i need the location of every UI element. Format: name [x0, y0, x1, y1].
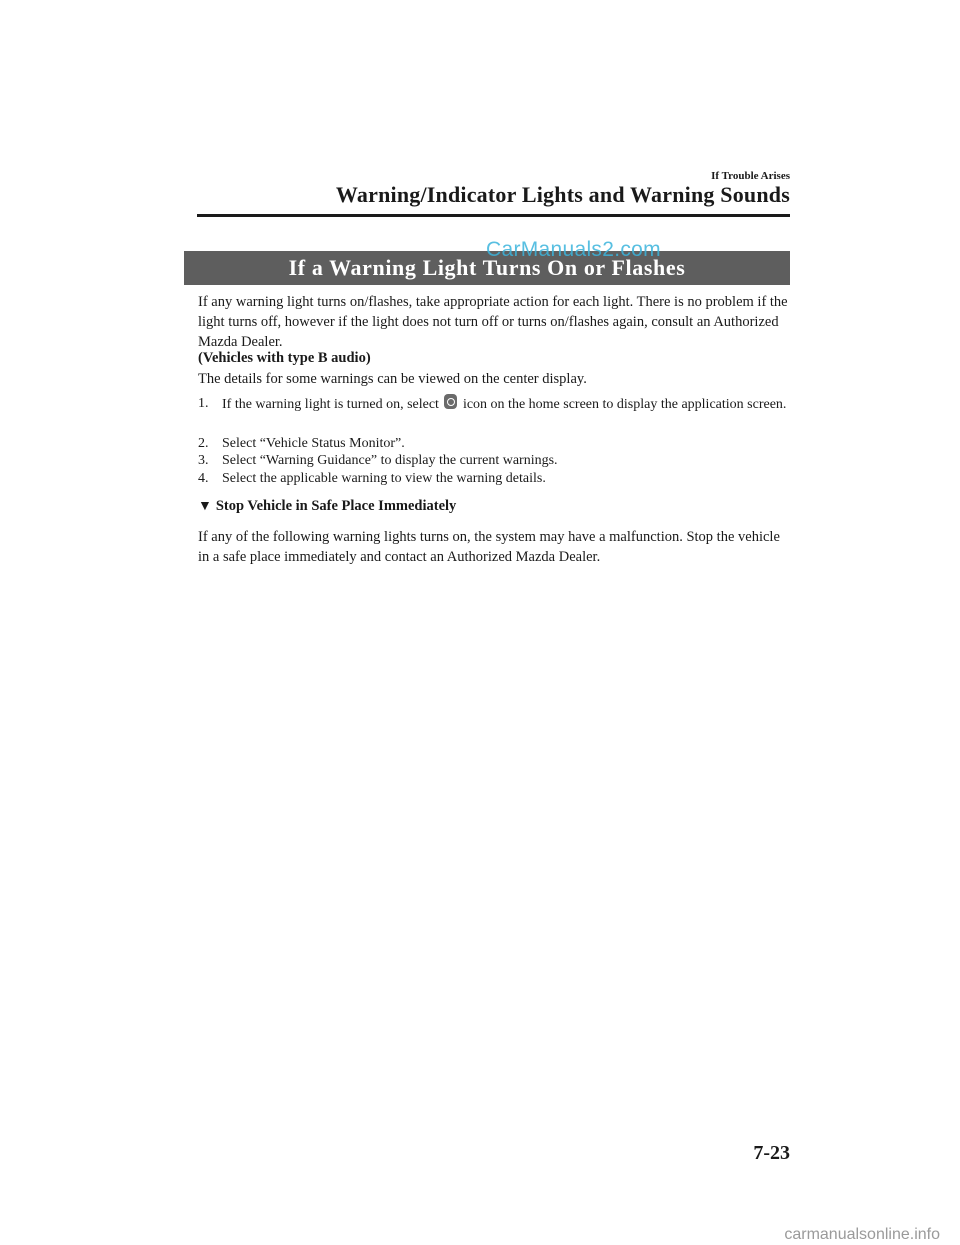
section-heading-text: Stop Vehicle in Safe Place Immediately: [215, 498, 457, 514]
triangle-marker-icon: ▼: [198, 499, 212, 514]
step-number: 2.: [198, 436, 209, 451]
app-icon: [444, 394, 457, 409]
step-text: Select the applicable warning to view the warning details.: [222, 471, 546, 486]
page-title: Warning/Indicator Lights and Warning Sounds: [335, 182, 790, 207]
step-text: Select “Vehicle Status Monitor”.: [222, 436, 405, 451]
footer-watermark: carmanualsonline.info: [784, 1226, 940, 1243]
header-section-label: If Trouble Arises: [711, 170, 790, 182]
section-banner: If a Warning Light Turns On or Flashes: [184, 251, 790, 285]
vehicle-type-subhead: (Vehicles with type B audio): [198, 350, 371, 366]
section-paragraph: If any of the following warning lights turns on, the system may have a malfunction. Stop the vehicle in a safe place immediately and contact an Authorized Mazda Dealer.: [198, 529, 780, 565]
step-number: 1.: [198, 396, 209, 411]
header-divider: [197, 214, 790, 217]
step-text: Select “Warning Guidance” to display the current warnings.: [222, 453, 558, 468]
step-number: 4.: [198, 471, 209, 486]
page-number: 7-23: [753, 1142, 790, 1164]
list-item: [198, 469, 790, 488]
section-heading: [198, 498, 456, 515]
list-item: [198, 451, 790, 470]
list-item: [198, 394, 790, 414]
detail-paragraph: The details for some warnings can be viewed on the center display.: [198, 371, 587, 387]
step-text: If the warning light is turned on, select icon on the home screen to display the application screen.: [198, 394, 790, 414]
step-number: 3.: [198, 453, 209, 468]
intro-paragraph: If any warning light turns on/flashes, take appropriate action for each light. There is no problem if the light turns off, however if the light does not turn off or turns on/flashes again, consult an Authorized Mazda Dealer.: [198, 294, 788, 350]
watermark: CarManuals2.com: [486, 238, 661, 261]
